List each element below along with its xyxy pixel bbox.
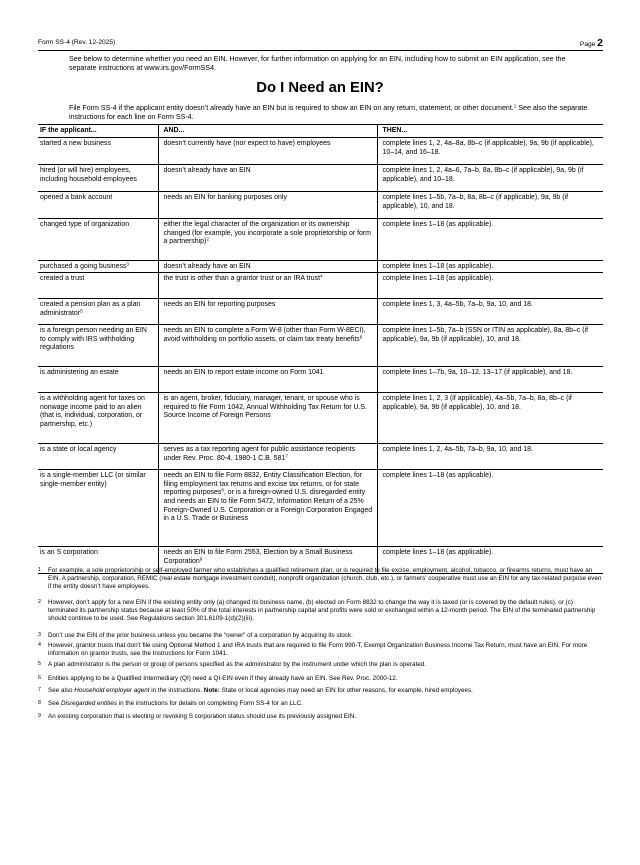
- cell-if: [38, 470, 158, 547]
- page-number-label: [580, 37, 603, 49]
- page-header: [38, 36, 603, 51]
- cell-then: [377, 367, 603, 393]
- footnote: [38, 567, 603, 591]
- cell-then-text: complete lines 1–5b, 7a–b (SSN or ITIN as applicable), 8a, 8b–c (if applicable), 9a, 9b (if applicable), 10, and 18.: [382, 327, 589, 343]
- footnote-text: A plan administrator is the person or group of persons specified as the administrator by the instrument under which the plan is operated.: [48, 661, 427, 668]
- cell-then-text: complete lines 1–18 (as applicable).: [382, 549, 494, 556]
- cell-and-text: the trust is other than a grantor trust or an IRA trust: [163, 275, 321, 282]
- footnote-text: [38, 661, 603, 669]
- cell-if: [38, 192, 158, 219]
- cell-if-text: created a trust: [40, 275, 85, 282]
- footnote-number: 8: [38, 700, 41, 706]
- cell-if-text: purchased a going business: [40, 263, 127, 270]
- table-row: [38, 470, 603, 547]
- footnote-text: Don’t use the EIN of the prior business unless you became the “owner” of a corporation by acquiring its stock.: [48, 632, 353, 639]
- cell-then-text: complete lines 1–18 (as applicable).: [382, 472, 494, 479]
- table-row: [38, 273, 603, 299]
- cell-and-text: needs an EIN for reporting purposes: [163, 301, 276, 308]
- page-prefix: Page: [579, 41, 598, 48]
- cell-then-text: complete lines 1, 2, 4a–6, 7a–b, 8a, 8b–c (if applicable), 9a, 9b (if applicable), and 10–18.: [382, 167, 584, 183]
- footnote-ref: 5: [80, 308, 83, 314]
- footnote-text: However, grantor trusts that don’t file using Optional Method 1 and IRA trusts that are required to file Form 990-T, Exempt Organization Business Income Tax Return, must have an EIN. For more information on grantor trusts, see the Instructions for Form 1041.: [48, 642, 588, 657]
- footnote-number: 3: [38, 632, 41, 638]
- cell-and: [158, 444, 377, 470]
- cell-then-text: complete lines 1–18 (as applicable).: [382, 263, 494, 270]
- cell-and-text: either the legal character of the organization or its ownership changed (for example, you incorporate a sole proprietorship or form a partnership): [163, 221, 371, 246]
- footnote-pre: See also: [48, 687, 75, 694]
- cell-then: [377, 138, 603, 165]
- cell-and-text: doesn’t already have an EIN: [163, 167, 251, 174]
- cell-then-text: complete lines 1–7b, 9a, 10–12, 13–17 (if applicable), and 18.: [382, 369, 573, 376]
- cell-and-text: serves as a tax reporting agent for public assistance recipients under Rev. Proc. 80-4, 1980-1 C.B. 581: [163, 446, 356, 462]
- footnote: [38, 675, 603, 683]
- cell-then-text: complete lines 1–18 (as applicable).: [382, 275, 494, 282]
- footnote: [38, 687, 603, 695]
- cell-and: [158, 367, 377, 393]
- table-row: [38, 299, 603, 325]
- table-row: [38, 138, 603, 165]
- footnote-number: 4: [38, 642, 41, 648]
- table-header-row: [38, 125, 603, 138]
- cell-if-text: is an S corporation: [40, 549, 98, 556]
- cell-and: [158, 393, 377, 444]
- cell-if: [38, 261, 158, 273]
- cell-if-text: is a withholding agent for taxes on nonwage income paid to an alien (that is, individual, corporation, or partnership, etc.): [40, 395, 145, 428]
- footnote-mid: in the instructions.: [149, 687, 204, 694]
- footnote-em: Disregarded entities: [60, 700, 117, 707]
- footnote-text: State or local agencies may need an EIN for other reasons, for example, hired employees.: [219, 687, 473, 694]
- footnote-ref: 6: [359, 334, 363, 340]
- footnote-text: [38, 632, 603, 640]
- footnote-ref: 3: [126, 261, 129, 267]
- footnote-ref: 1: [513, 103, 517, 109]
- cell-then-text: complete lines 1, 2, 3 (if applicable), 4a–5b, 7a–b, 8a, 8b–c (if applicable), 9a, 9b (if applicable), 10, and 18.: [382, 395, 572, 411]
- cell-then-text: complete lines 1–5b, 7a–b, 8a, 8b–c (if applicable), 9a, 9b (if applicable), 10, and 18.: [382, 194, 569, 210]
- cell-and-text: needs an EIN to complete a Form W-8 (other than Form W-8ECI), avoid withholding on portfolio assets, or claim tax treaty benefits: [163, 327, 366, 343]
- footnote-number: 7: [38, 687, 41, 693]
- footnote-bold: Note:: [203, 687, 220, 694]
- cell-and-text: doesn’t currently have (nor expect to have) employees: [163, 140, 331, 147]
- cell-and: [158, 219, 377, 261]
- cell-then: [377, 261, 603, 273]
- table-row: [38, 444, 603, 470]
- footnote-number: 1: [38, 567, 41, 573]
- table-row: [38, 219, 603, 261]
- footnote-text: [38, 700, 603, 708]
- footnote-ref: 7: [285, 453, 288, 459]
- footnote-ref: 2: [206, 236, 209, 242]
- cell-if: [38, 393, 158, 444]
- footnote-text: [38, 713, 603, 721]
- cell-if: [38, 138, 158, 165]
- cell-if-text: is a single-member LLC (or similar single-member entity): [40, 472, 146, 488]
- cell-then-text: complete lines 1–18 (as applicable).: [382, 221, 494, 228]
- footnote-number: 6: [38, 675, 41, 681]
- cell-if: [38, 367, 158, 393]
- footnote: [38, 713, 603, 721]
- footnote-text: [38, 675, 603, 683]
- cell-then: [377, 273, 603, 299]
- cell-if-text: is administering an estate: [40, 369, 119, 376]
- footnote-text: For example, a sole proprietorship or self-employed farmer who establishes a qualified retirement plan, or is required to file excise, employment, alcohol, tobacco, or firearms returns, must have an EIN. A partnership, corporation, REMIC (real estate mortgage investment conduit), nonprofit organization (church, club, etc.), or farmers’ cooperative must use an EIN for any tax-related purpose even if the entity doesn’t have employees.: [48, 567, 602, 590]
- footnote-text: [38, 599, 603, 623]
- footnote-text: [38, 567, 603, 591]
- cell-and-text: needs an EIN for banking purposes only: [163, 194, 287, 201]
- page-number: 2: [597, 37, 603, 49]
- footnote-ref: 4: [320, 273, 323, 279]
- cell-if-text: is a state or local agency: [40, 446, 117, 453]
- cell-and: [158, 165, 377, 192]
- cell-then-text: complete lines 1, 2, 4a–8a, 8b–c (if applicable), 9a, 9b (if applicable), 10–14, and 16–18.: [382, 140, 594, 156]
- table-row: [38, 367, 603, 393]
- cell-if-text: started a new business: [40, 140, 111, 147]
- footnote-text: [38, 687, 603, 695]
- footnote-text: An existing corporation that is electing or revoking S corporation status should use its previously assigned EIN.: [48, 713, 357, 720]
- cell-if: [38, 325, 158, 367]
- cell-then: [377, 325, 603, 367]
- cell-and-text-after: , or is a foreign-owned U.S. disregarded entity and needs an EIN to file Form 5472, Information Return of a 25% Foreign-Owned U.S. Corporation or a Foreign Corporation Engaged in a U.S. Trade or Business: [163, 489, 373, 523]
- cell-then-text: complete lines 1, 2, 4a–5b, 7a–b, 9a, 10, and 18.: [382, 446, 533, 453]
- footnote-pre: See: [48, 700, 61, 707]
- cell-if-text: changed type of organization: [40, 221, 130, 228]
- footnote: [38, 642, 603, 658]
- cell-then: [377, 219, 603, 261]
- cell-if: [38, 219, 158, 261]
- intro2-text: File Form SS-4 if the applicant entity doesn’t already have an EIN but is required to show an EIN on any return, statement, or other document.: [69, 104, 514, 112]
- cell-if-text: hired (or will hire) employees, including household employees: [40, 167, 137, 183]
- table-row: [38, 192, 603, 219]
- cell-and: [158, 261, 377, 273]
- cell-if-text: created a pension plan as a plan administrator: [40, 301, 141, 317]
- cell-and-text: needs an EIN to file Form 2553, Election by a Small Business Corporation: [163, 549, 353, 565]
- cell-then-text: complete lines 1, 3, 4a–5b, 7a–b, 9a, 10, and 18.: [382, 301, 533, 308]
- cell-then: [377, 470, 603, 547]
- header-if: IF the applicant...: [38, 125, 158, 138]
- cell-then: [377, 393, 603, 444]
- cell-and-text: needs an EIN to report estate income on Form 1041: [163, 369, 324, 376]
- cell-if-text: opened a bank account: [40, 194, 113, 201]
- cell-and-text: is an agent, broker, fiduciary, manager, tenant, or spouse who is required to file Form 1042, Annual Withholding Tax Return for U.S. Source Income of Foreign Persons: [163, 395, 367, 420]
- footnote-text: However, don’t apply for a new EIN if the existing entity only (a) changed its business name, (b) elected on Form 8832 to change the way it is taxed (or is covered by the default rules), or (c) terminated its partnership status because at least 50% of the total interests in partnership capital and profits were sold or exchanged within a 12-month period. The EIN of the terminated partnership should continue to be used. See Regulations section 301.6109-1(d)(2)(iii).: [48, 599, 596, 622]
- cell-then: [377, 444, 603, 470]
- cell-then: [377, 165, 603, 192]
- footnote-ref: 8: [221, 487, 224, 493]
- intro2-paragraph: [69, 104, 589, 121]
- footnote: [38, 632, 603, 640]
- footnote: [38, 700, 603, 708]
- footnote-number: 5: [38, 661, 41, 667]
- cell-and: [158, 470, 377, 547]
- footnote: [38, 599, 603, 623]
- cell-and-text: needs an EIN to file Form 8832, Entity Classification Election, for filing employment tax returns and excise tax returns, or for state reporting purposes: [163, 472, 363, 497]
- cell-if: [38, 299, 158, 325]
- cell-then: [377, 192, 603, 219]
- table-row: [38, 165, 603, 192]
- footnote: [38, 661, 603, 669]
- cell-then: [377, 299, 603, 325]
- cell-and: [158, 273, 377, 299]
- table-row: [38, 393, 603, 444]
- cell-and: [158, 299, 377, 325]
- footnote-number: 9: [38, 713, 41, 719]
- cell-if-text: is a foreign person needing an EIN to comply with IRS withholding regulations: [40, 327, 147, 352]
- footnote-em: Household employer agent: [74, 687, 150, 694]
- footnote-text: [38, 642, 603, 658]
- page-title: Do I Need an EIN?: [256, 80, 384, 96]
- cell-and: [158, 192, 377, 219]
- intro2-text-after: See also the separate instructions for each line on Form SS-4.: [69, 104, 588, 121]
- intro-paragraph: See below to determine whether you need an EIN. However, for further information on applying for an EIN, including how to submit an EIN application, see the separate instructions at www.irs.gov/FormSS4.: [69, 55, 566, 72]
- footnote-text: in the instructions for details on completing Form SS-4 for an LLC.: [116, 700, 303, 707]
- table-row: [38, 325, 603, 367]
- footnote-number: 2: [38, 599, 41, 605]
- header-and: AND...: [158, 125, 377, 138]
- footnote-ref: 9: [199, 556, 203, 562]
- cell-and: [158, 325, 377, 367]
- cell-if: [38, 165, 158, 192]
- cell-if: [38, 273, 158, 299]
- ein-decision-table: [38, 124, 603, 574]
- table-row: [38, 261, 603, 273]
- footnote-text: Entities applying to be a Qualified Intermediary (QI) need a QI-EIN even if they already have an EIN. See Rev. Proc. 2000-12.: [48, 675, 398, 682]
- cell-and: [158, 138, 377, 165]
- header-then: THEN...: [377, 125, 603, 138]
- form-id: Form SS-4 (Rev. 12-2025): [38, 39, 116, 46]
- cell-and-text: doesn’t already have an EIN: [163, 263, 251, 270]
- cell-if: [38, 444, 158, 470]
